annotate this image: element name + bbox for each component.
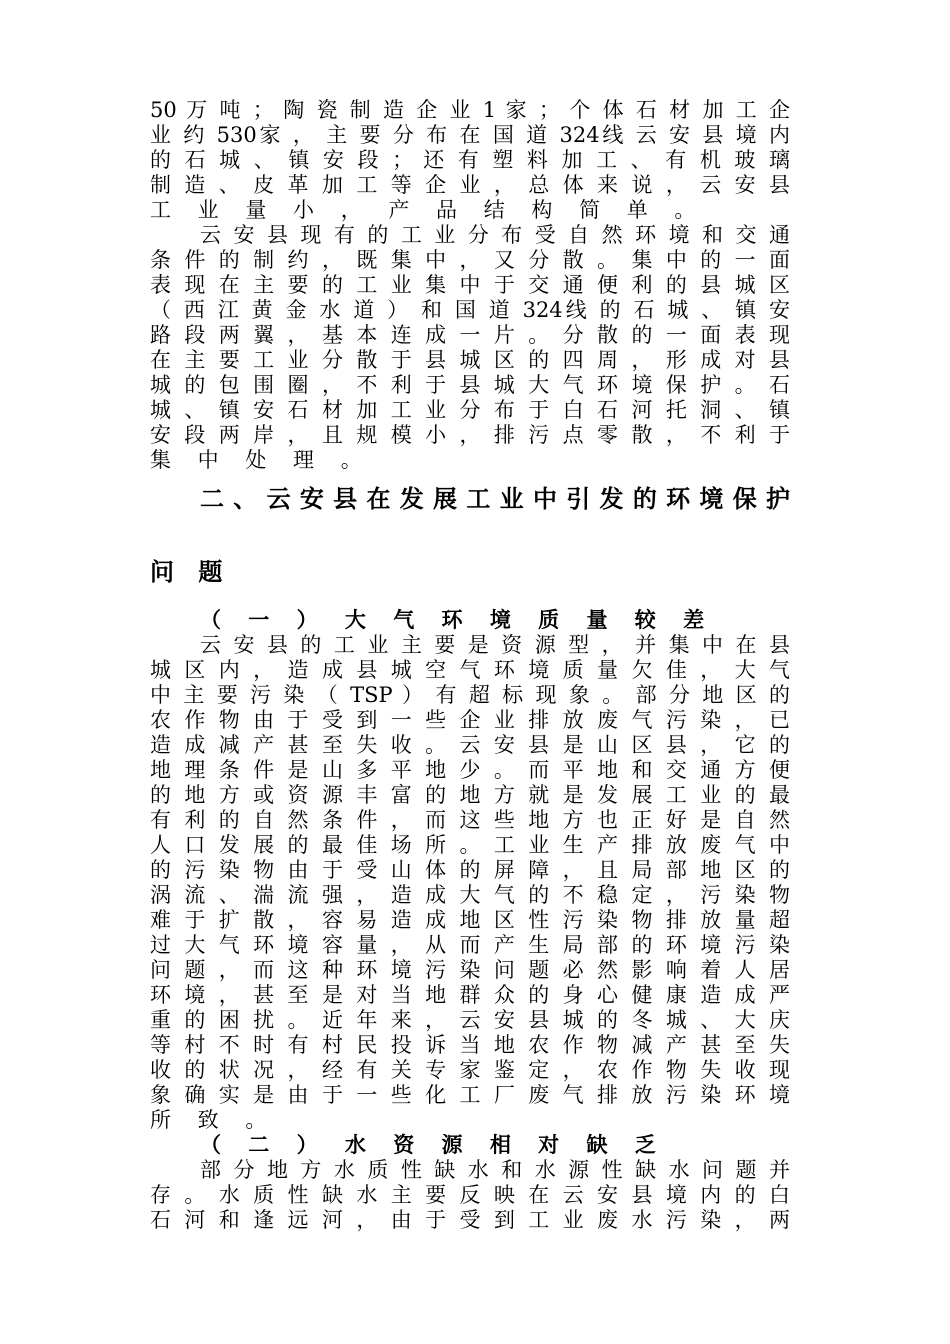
para2-line-2: 条 件 的 制 约 ， 既 集 中 ， 又 分 散 。 集 中 的 一 面 xyxy=(150,248,790,272)
para2-line-6: 在 主 要 工 业 分 散 于 县 城 区 的 四 周 ， 形 成 对 县 xyxy=(150,348,790,372)
para2-line-4: （ 西 江 黄 金 水 道 ） 和 国 道 324线 的 石 城 、 镇 安 xyxy=(150,298,790,322)
sub1-line-12: 难 于 扩 散 ， 容 易 造 成 地 区 性 污 染 物 排 放 量 超 xyxy=(150,908,790,932)
sub2-line-2: 存 。 水 质 性 缺 水 主 要 反 映 在 云 安 县 境 内 的 白 xyxy=(150,1183,790,1207)
sub1-line-20: 所 致 。 xyxy=(150,1108,277,1132)
para2-line-5: 路 段 两 翼 ， 基 本 连 成 一 片 。 分 散 的 一 面 表 现 xyxy=(150,323,790,347)
sub1-line-2: 城 区 内 ， 造 成 县 城 空 气 环 境 质 量 欠 佳 ， 大 气 xyxy=(150,658,790,682)
para2-line-3: 表 现 在 主 要 的 工 业 集 中 于 交 通 便 利 的 县 城 区 xyxy=(150,273,790,297)
sub1-line-11: 涡 流 、 湍 流 强 ， 造 成 大 气 的 不 稳 定 ， 污 染 物 xyxy=(150,883,790,907)
sub2-line-3: 石 河 和 逢 远 河 ， 由 于 受 到 工 业 废 水 污 染 ， 两 xyxy=(150,1208,790,1232)
sub1-line-16: 重 的 困 扰 。 近 年 来 ， 云 安 县 城 的 冬 城 、 大 庆 xyxy=(150,1008,790,1032)
para2-line-7: 城 的 包 围 圈 ， 不 利 于 县 城 大 气 环 境 保 护 。 石 xyxy=(150,373,790,397)
sub1-line-13: 过 大 气 环 境 容 量 ， 从 而 产 生 局 部 的 环 境 污 染 xyxy=(150,933,790,957)
sub1-line-4: 农 作 物 由 于 受 到 一 些 企 业 排 放 废 气 污 染 ， 已 xyxy=(150,708,790,732)
para1-line-4: 制 造 、 皮 革 加 工 等 企 业 ， 总 体 来 说 ， 云 安 县 xyxy=(150,173,790,197)
sub1-line-5: 造 成 减 产 甚 至 失 收 。 云 安 县 是 山 区 县 ， 它 的 xyxy=(150,733,790,757)
sub1-line-17: 等 村 不 时 有 村 民 投 诉 当 地 农 作 物 减 产 甚 至 失 xyxy=(150,1033,790,1057)
sub1-line-15: 环 境 ， 甚 至 是 对 当 地 群 众 的 身 心 健 康 造 成 严 xyxy=(150,983,790,1007)
sub1-line-7: 的 地 方 或 资 源 丰 富 的 地 方 就 是 发 展 工 业 的 最 xyxy=(150,783,790,807)
sub1-line-9: 人 口 发 展 的 最 佳 场 所 。 工 业 生 产 排 放 废 气 中 xyxy=(150,833,790,857)
sub1-line-10: 的 污 染 物 由 于 受 山 体 的 屏 障 ， 且 局 部 地 区 的 xyxy=(150,858,790,882)
section-heading-line-1: 二 、 云 安 县 在 发 展 工 业 中 引 发 的 环 境 保 护 xyxy=(200,485,790,513)
sub1-line-6: 地 理 条 件 是 山 多 平 地 少 。 而 平 地 和 交 通 方 便 xyxy=(150,758,790,782)
para1-line-2: 业 约 530家 ， 主 要 分 布 在 国 道 324线 云 安 县 境 内 xyxy=(150,123,790,147)
subsection-2-heading: （ 二 ） 水 资 源 相 对 缺 乏 xyxy=(200,1133,666,1157)
para2-line-8: 城 、 镇 安 石 材 加 工 业 分 布 于 白 石 河 托 洞 、 镇 xyxy=(150,398,790,422)
section-heading-line-2: 问 题 xyxy=(150,558,231,586)
para1-line-1: 50 万 吨 ； 陶 瓷 制 造 企 业 1 家 ； 个 体 石 材 加 工 企 xyxy=(150,98,790,122)
sub1-line-19: 象 确 实 是 由 于 一 些 化 工 厂 废 气 排 放 污 染 环 境 xyxy=(150,1083,790,1107)
para1-line-3: 的 石 城 、 镇 安 段 ； 还 有 塑 料 加 工 、 有 机 玻 璃 xyxy=(150,148,790,172)
sub2-line-1: 部 分 地 方 水 质 性 缺 水 和 水 源 性 缺 水 问 题 并 xyxy=(200,1158,790,1182)
para2-line-9: 安 段 两 岸 ， 且 规 模 小 ， 排 污 点 零 散 ， 不 利 于 xyxy=(150,423,790,447)
sub1-line-1: 云 安 县 的 工 业 主 要 是 资 源 型 ， 并 集 中 在 县 xyxy=(200,633,790,657)
sub1-line-8: 有 利 的 自 然 条 件 ， 而 这 些 地 方 也 正 好 是 自 然 xyxy=(150,808,790,832)
sub1-line-14: 问 题 ， 而 这 种 环 境 污 染 问 题 必 然 影 响 着 人 居 xyxy=(150,958,790,982)
para2-line-10: 集 中 处 理 。 xyxy=(150,448,372,472)
sub1-line-18: 收 的 状 况 ， 经 有 关 专 家 鉴 定 ， 农 作 物 失 收 现 xyxy=(150,1058,790,1082)
para2-line-1: 云 安 县 现 有 的 工 业 分 布 受 自 然 环 境 和 交 通 xyxy=(200,223,790,247)
para1-line-5: 工 业 量 小 ， 产 品 结 构 简 单 。 xyxy=(150,198,706,222)
subsection-1-heading: （ 一 ） 大 气 环 境 质 量 较 差 xyxy=(200,608,715,632)
sub1-line-3: 中 主 要 污 染 （ TSP ） 有 超 标 现 象 。 部 分 地 区 的 xyxy=(150,683,790,707)
